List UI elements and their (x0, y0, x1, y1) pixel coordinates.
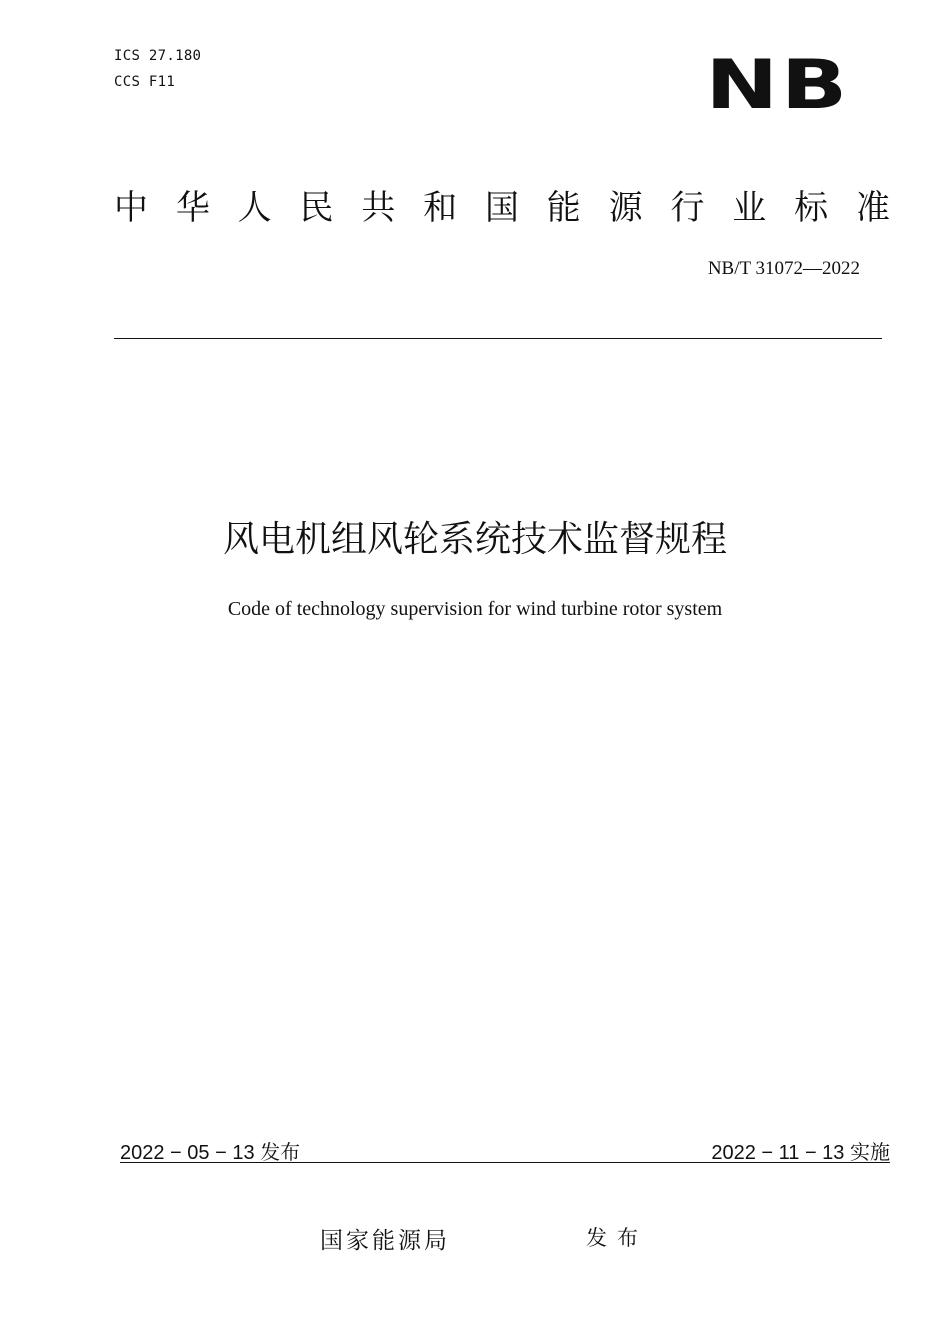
ccs-code: CCS F11 (114, 74, 176, 90)
org-title-char: 民 (299, 188, 334, 228)
top-divider (114, 338, 882, 339)
bottom-divider (120, 1162, 890, 1163)
issuer: 国家能源局 (320, 1228, 450, 1254)
org-title-char: 中 (114, 188, 148, 228)
publish-label: 发布 (586, 1226, 648, 1250)
document-title-en: Code of technology supervision for wind turbine rotor system (227, 598, 723, 620)
org-title-char: 和 (423, 188, 458, 228)
org-title-char: 国 (484, 188, 519, 228)
standard-number: NB/T 31072—2022 (707, 258, 860, 279)
org-title-char: 能 (546, 188, 581, 228)
org-title (114, 186, 890, 230)
org-title-char: 华 (175, 188, 210, 228)
org-title-char: 行 (670, 188, 705, 228)
org-title-char: 准 (855, 188, 890, 228)
org-title-char: 共 (361, 188, 396, 228)
org-title-char: 源 (608, 188, 643, 228)
nb-logo: NB (705, 46, 850, 125)
implementation-date: 2022 − 11 − 13 实施 (711, 1142, 890, 1164)
org-title-char: 业 (732, 188, 767, 228)
document-title-cn: 风电机组风轮系统技术监督规程 (222, 519, 727, 560)
org-title-char: 人 (237, 188, 272, 228)
issue-date: 2022 − 05 − 13 发布 (120, 1142, 301, 1164)
org-title-char: 标 (794, 188, 829, 228)
ics-code: ICS 27.180 (114, 48, 202, 64)
